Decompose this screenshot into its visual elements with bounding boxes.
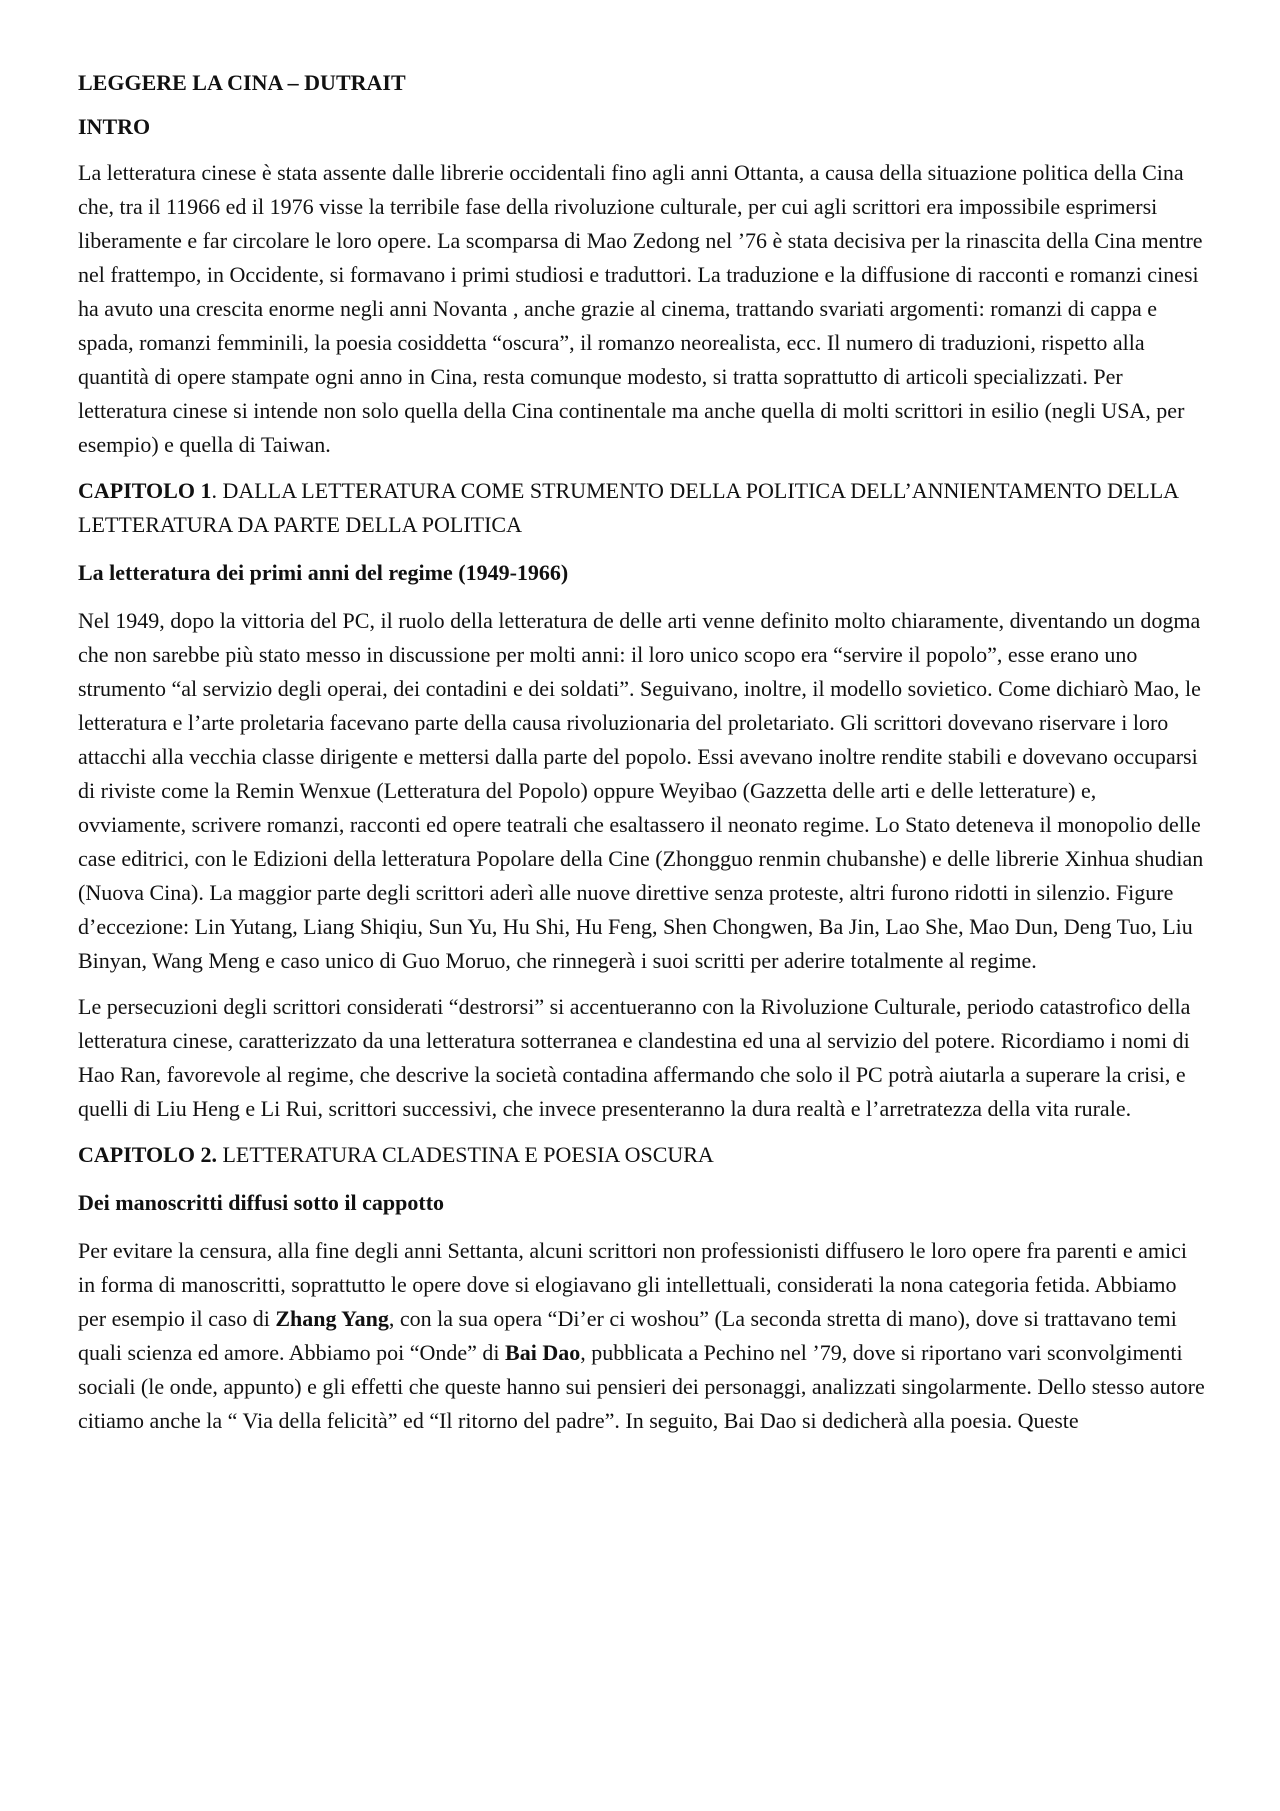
chapter-2-paragraph-1	[78, 1234, 1208, 1438]
author-name-bai-dao: Bai Dao	[505, 1340, 581, 1365]
chapter-2-paragraph-part-2: , con la sua opera “Di’er ci woshou” (La seconda stretta di mano), dove si trattavano temi quali scienza ed amore. Abbiamo poi “Onde” di	[78, 1306, 1177, 1365]
document-page	[78, 66, 1208, 1450]
chapter-2-title: LETTERATURA CLADESTINA E POESIA OSCURA	[216, 1142, 714, 1167]
chapter-2-label: CAPITOLO 2.	[78, 1142, 217, 1167]
chapter-1-section-heading: La letteratura dei primi anni del regime (1949-1966)	[78, 560, 569, 585]
chapter-2-paragraph-part-1: Per evitare la censura, alla fine degli anni Settanta, alcuni scrittori non professionisti diffusero le loro opere fra parenti e amici in forma di manoscritti, soprattutto le opere dove si elogiavano gli intellettuali, considerati la nona categoria fetida. Abbiamo per esempio il caso di	[78, 1238, 1187, 1331]
chapter-1-title: . DALLA LETTERATURA COME STRUMENTO DELLA POLITICA DELL’ANNIENTAMENTO DELLA LETTERATURA DA PARTE DELLA POLITICA	[78, 478, 1178, 537]
chapter-1-paragraph-2: Le persecuzioni degli scrittori considerati “destrorsi” si accentueranno con la Rivoluzione Culturale, periodo catastrofico della letteratura cinese, caratterizzato da una letteratura sotterranea e clandestina ed una al servizio del potere. Ricordiamo i nomi di Hao Ran, favorevole al regime, che descrive la società contadina affermando che solo il PC potrà aiutarla a superare la crisi, e quelli di Liu Heng e Li Rui, scrittori successivi, che invece presenteranno la dura realtà e l’arretratezza della vita rurale.	[78, 994, 1191, 1121]
chapter-2-section-heading: Dei manoscritti diffusi sotto il cappotto	[78, 1190, 445, 1215]
author-name-zhang-yang: Zhang Yang	[275, 1306, 389, 1331]
document-title: LEGGERE LA CINA – DUTRAIT	[78, 70, 406, 95]
chapter-1-heading	[78, 474, 1208, 542]
intro-heading: INTRO	[78, 114, 151, 139]
intro-paragraph: La letteratura cinese è stata assente dalle librerie occidentali fino agli anni Ottanta, a causa della situazione politica della Cina che, tra il 11966 ed il 1976 visse la terribile fase della rivoluzione culturale, per cui agli scrittori era impossibile esprimersi liberamente e far circolare le loro opere. La scomparsa di Mao Zedong nel ’76 è stata decisiva per la rinascita della Cina mentre nel frattempo, in Occidente, si formavano i primi studiosi e traduttori. La traduzione e la diffusione di racconti e romanzi cinesi ha avuto una crescita enorme negli anni Novanta , anche grazie al cinema, trattando svariati argomenti: romanzi di cappa e spada, romanzi femminili, la poesia cosiddetta “oscura”, il romanzo neorealista, ecc. Il numero di traduzioni, rispetto alla quantità di opere stampate ogni anno in Cina, resta comunque modesto, si tratta soprattutto di articoli specializzati. Per letteratura cinese si intende non solo quella della Cina continentale ma anche quella di molti scrittori in esilio (negli USA, per esempio) e quella di Taiwan.	[78, 160, 1203, 457]
chapter-2-heading	[78, 1138, 1208, 1172]
chapter-2-paragraph-part-3: , pubblicata a Pechino nel ’79, dove si riportano vari sconvolgimenti sociali (le onde, appunto) e gli effetti che queste hanno sui pensieri dei personaggi, analizzati singolarmente. Dello stesso autore citiamo anche la “ Via della felicità” ed “Il ritorno del padre”. In seguito, Bai Dao si dedicherà alla poesia. Queste	[78, 1340, 1205, 1433]
chapter-1-paragraph-1: Nel 1949, dopo la vittoria del PC, il ruolo della letteratura de delle arti venne definito molto chiaramente, diventando un dogma che non sarebbe più stato messo in discussione per molti anni: il loro unico scopo era “servire il popolo”, esse erano uno strumento “al servizio degli operai, dei contadini e dei soldati”. Seguivano, inoltre, il modello sovietico. Come dichiarò Mao, le letteratura e l’arte proletaria facevano parte della causa rivoluzionaria del proletariato. Gli scrittori dovevano riservare i loro attacchi alla vecchia classe dirigente e mettersi dalla parte del popolo. Essi avevano inoltre rendite stabili e dovevano occuparsi di riviste come la Remin Wenxue (Letteratura del Popolo) oppure Weyibao (Gazzetta delle arti e delle letterature) e, ovviamente, scrivere romanzi, racconti ed opere teatrali che esaltassero il neonato regime. Lo Stato deteneva il monopolio delle case editrici, con le Edizioni della letteratura Popolare della Cine (Zhongguo renmin chubanshe) e delle librerie Xinhua shudian (Nuova Cina). La maggior parte degli scrittori aderì alle nuove direttive senza proteste, altri furono ridotti in silenzio. Figure d’eccezione: Lin Yutang, Liang Shiqiu, Sun Yu, Hu Shi, Hu Feng, Shen Chongwen, Ba Jin, Lao She, Mao Dun, Deng Tuo, Liu Binyan, Wang Meng e caso unico di Guo Moruo, che rinnegerà i suoi scritti per aderire totalmente al regime.	[78, 608, 1204, 973]
chapter-1-label: CAPITOLO 1	[78, 478, 212, 503]
